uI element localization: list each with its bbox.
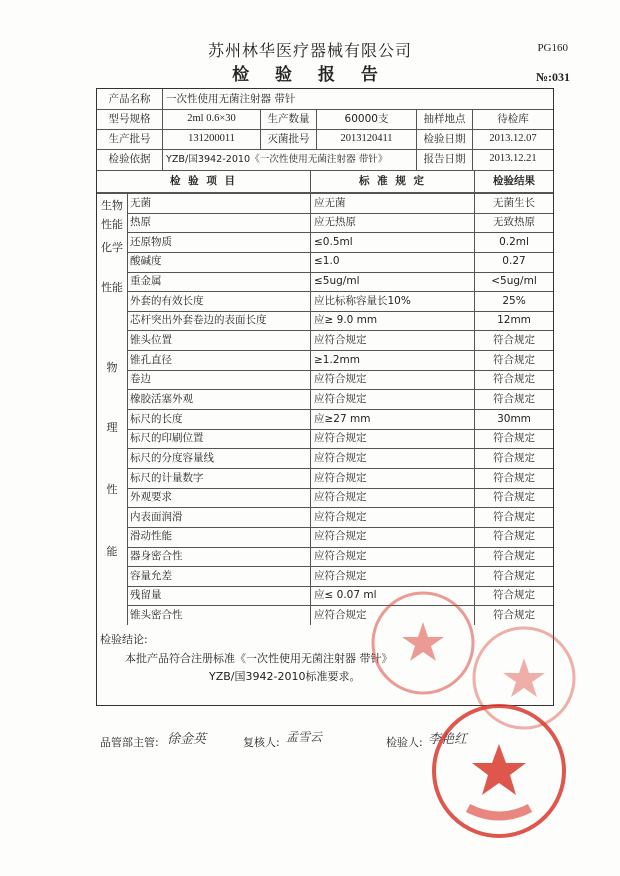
item-result: 无致热原 — [493, 216, 535, 229]
inspection-item-row — [127, 272, 553, 293]
category-label: 性能 — [101, 218, 123, 231]
conclusion-text-line1: 本批产品符合注册标准《一次性使用无菌注射器 带针》 — [125, 652, 393, 665]
category-column — [97, 193, 128, 625]
item-standard: 应符合规定 — [311, 547, 475, 567]
item-result: 符合规定 — [493, 530, 535, 543]
item-result: 符合规定 — [493, 550, 535, 563]
inspection-item-row — [127, 429, 553, 450]
item-name: 标尺的计量数字 — [127, 468, 311, 488]
inspection-item-row — [127, 507, 553, 528]
item-standard: 应无菌 — [311, 193, 475, 213]
conclusion-label: 检验结论: — [100, 633, 148, 646]
inspection-item-row — [127, 389, 553, 410]
sampling-place-label: 抽样地点 — [417, 109, 473, 129]
item-name: 滑动性能 — [127, 527, 311, 547]
category-label: 生物 — [101, 199, 123, 212]
category-label: 物 — [106, 361, 118, 374]
item-standard: ≤0.5ml — [311, 232, 475, 252]
item-result: 0.2ml — [499, 235, 529, 248]
item-result: 符合规定 — [493, 353, 535, 366]
model-row — [97, 109, 553, 130]
column-header-item: 检 验 项 目 — [97, 170, 311, 192]
item-result: 符合规定 — [493, 432, 535, 445]
sterile-batch-label: 灭菌批号 — [261, 129, 317, 149]
inspector-signature: 李艳红 — [428, 732, 468, 747]
item-name: 外套的有效长度 — [127, 291, 311, 311]
item-name: 酸碱度 — [127, 252, 311, 272]
item-standard: 应无热原 — [311, 213, 475, 233]
item-result: 符合规定 — [493, 451, 535, 464]
item-name: 标尺的长度 — [127, 409, 311, 429]
item-result: 符合规定 — [493, 609, 535, 621]
inspection-item-row — [127, 311, 553, 332]
item-standard: 应符合规定 — [311, 448, 475, 468]
item-result: 符合规定 — [493, 569, 535, 582]
inspection-item-row — [127, 409, 553, 430]
item-standard: 应比标称容量长10% — [311, 291, 475, 311]
inspect-date-label: 检验日期 — [417, 129, 473, 149]
item-result: 30mm — [497, 412, 531, 425]
model-label: 型号规格 — [97, 109, 163, 129]
inspection-item-row — [127, 370, 553, 391]
product-name-row — [97, 89, 553, 110]
report-number: №:031 — [535, 70, 570, 84]
item-name: 橡胶活塞外观 — [127, 389, 311, 409]
inspector-label: 检验人: — [386, 736, 423, 749]
item-name: 锥头密合性 — [127, 605, 311, 625]
category-label: 化学 — [101, 241, 123, 254]
item-standard: ≥1.2mm — [311, 350, 475, 370]
item-name: 外观要求 — [127, 488, 311, 508]
item-standard: 应符合规定 — [311, 429, 475, 449]
basis-row — [97, 149, 553, 171]
column-header-result: 检验结果 — [493, 174, 535, 187]
item-result: 符合规定 — [493, 334, 535, 347]
inspection-item-row — [127, 488, 553, 509]
item-standard: 应符合规定 — [311, 605, 475, 625]
form-code: PG160 — [537, 42, 568, 54]
item-standard: 应≤ 0.07 ml — [311, 586, 475, 606]
item-result: 符合规定 — [493, 373, 535, 386]
item-name: 锥头位置 — [127, 330, 311, 350]
conclusion-text-line2: YZB/国3942-2010标准要求。 — [209, 670, 361, 683]
inspection-item-row — [127, 232, 553, 253]
quantity-label: 生产数量 — [261, 109, 317, 129]
quantity-value: 60000支 — [317, 109, 417, 129]
item-result: 符合规定 — [493, 491, 535, 504]
item-standard: 应≥27 mm — [311, 409, 475, 429]
category-label: 理 — [106, 421, 118, 434]
inspection-item-row — [127, 566, 553, 587]
basis-value: YZB/国3942-2010《一次性使用无菌注射器 带针》 — [163, 149, 417, 170]
item-name: 残留量 — [127, 586, 311, 606]
item-standard: 应符合规定 — [311, 370, 475, 390]
column-header-row — [97, 170, 553, 194]
item-result: 符合规定 — [493, 510, 535, 523]
report-table — [96, 88, 554, 706]
column-header-standard: 标 准 规 定 — [311, 170, 475, 192]
inspection-item-row — [127, 605, 553, 625]
manager-label: 品管部主管: — [100, 736, 159, 749]
batch-row — [97, 129, 553, 150]
item-name: 器身密合性 — [127, 547, 311, 567]
report-date-label: 报告日期 — [417, 149, 473, 170]
inspection-item-row — [127, 252, 553, 273]
batch-label: 生产批号 — [97, 129, 163, 149]
inspect-date-value: 2013.12.07 — [489, 132, 537, 144]
inspection-item-row — [127, 330, 553, 351]
item-standard: ≤1.0 — [311, 252, 475, 272]
inspection-item-row — [127, 350, 553, 371]
inspection-item-row — [127, 468, 553, 489]
item-result: 符合规定 — [493, 589, 535, 602]
item-result: 12mm — [497, 314, 531, 327]
reviewer-label: 复核人: — [243, 736, 280, 749]
item-name: 无菌 — [127, 193, 311, 213]
reviewer-signature: 孟雪云 — [286, 730, 323, 744]
item-standard: 应符合规定 — [311, 488, 475, 508]
inspection-item-row — [127, 291, 553, 312]
model-value: 2ml 0.6×30 — [163, 109, 261, 129]
item-result: 符合规定 — [493, 392, 535, 405]
item-name: 还原物质 — [127, 232, 311, 252]
item-result: <5ug/ml — [491, 275, 537, 288]
item-name: 卷边 — [127, 370, 311, 390]
sterile-batch-value: 2013120411 — [317, 129, 417, 149]
basis-label: 检验依据 — [97, 149, 163, 170]
item-name: 芯杆突出外套卷边的表面长度 — [127, 311, 311, 331]
item-result: 符合规定 — [493, 471, 535, 484]
product-name-value: 一次性使用无菌注射器 带针 — [166, 92, 296, 105]
item-standard: 应符合规定 — [311, 330, 475, 350]
item-name: 锥孔直径 — [127, 350, 311, 370]
category-label: 性 — [106, 483, 118, 496]
report-date-value: 2013.12.21 — [489, 153, 537, 165]
inspection-item-row — [127, 193, 553, 214]
item-standard: 应符合规定 — [311, 507, 475, 527]
inspection-item-row — [127, 586, 553, 607]
category-label: 能 — [106, 545, 118, 558]
item-name: 容量允差 — [127, 566, 311, 586]
item-standard: ≤5ug/ml — [311, 272, 475, 292]
item-standard: 应符合规定 — [311, 468, 475, 488]
category-label: 性能 — [101, 281, 123, 294]
conclusion-block — [97, 625, 553, 705]
item-name: 重金属 — [127, 272, 311, 292]
item-result: 无菌生长 — [493, 196, 535, 209]
sampling-place-value: 待检库 — [497, 112, 529, 125]
item-name: 内表面润滑 — [127, 507, 311, 527]
quality-control-seal — [428, 700, 570, 842]
item-result: 0.27 — [502, 255, 526, 268]
item-name: 标尺的印刷位置 — [127, 429, 311, 449]
batch-value: 131200011 — [163, 129, 261, 149]
item-name: 标尺的分度容量线 — [127, 448, 311, 468]
item-result: 25% — [502, 294, 526, 307]
product-name-label: 产品名称 — [97, 89, 163, 109]
inspection-item-row — [127, 527, 553, 548]
item-standard: 应符合规定 — [311, 527, 475, 547]
company-name: 苏州林华医疗器械有限公司 — [207, 41, 412, 60]
item-name: 热原 — [127, 213, 311, 233]
manager-signature: 徐金英 — [167, 732, 207, 747]
report-title: 检 验 报 告 — [232, 65, 388, 85]
inspection-item-row — [127, 547, 553, 568]
inspection-item-row — [127, 448, 553, 469]
inspection-item-row — [127, 213, 553, 234]
item-standard: 应符合规定 — [311, 389, 475, 409]
item-standard: 应符合规定 — [311, 566, 475, 586]
item-standard: 应≥ 9.0 mm — [311, 311, 475, 331]
